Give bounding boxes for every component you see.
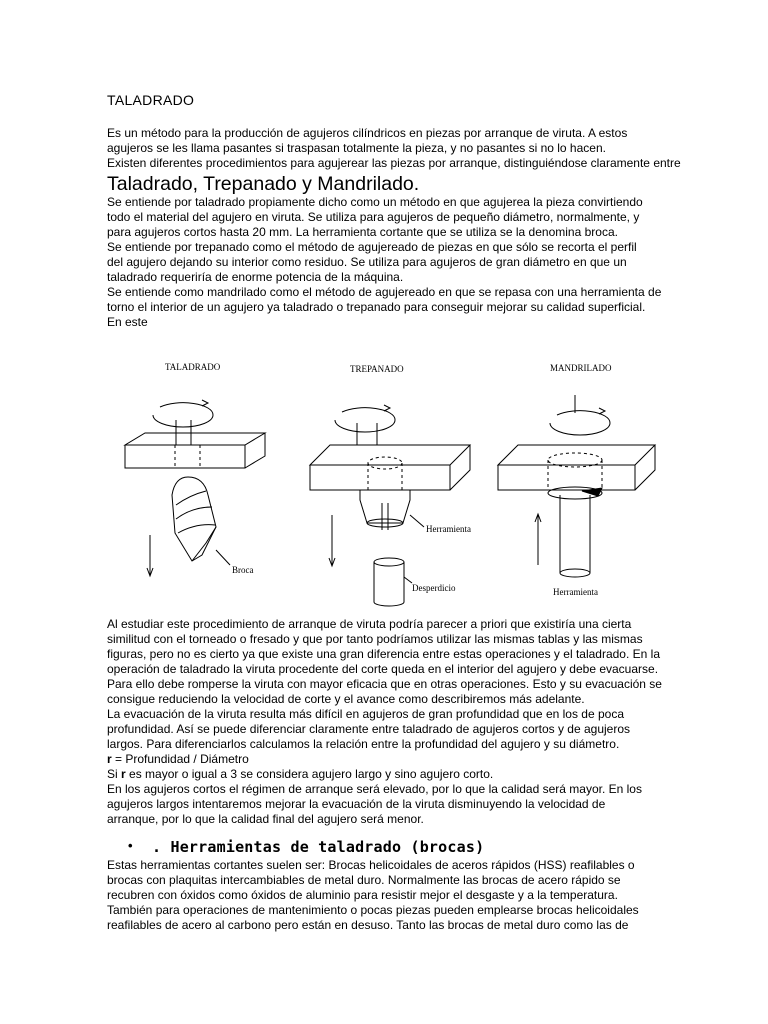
definition-line: Se entiende por taladrado propiamente dicho como un método en que agujerea la pieza convirtiendo bbox=[107, 195, 643, 209]
label-herramienta: Herramienta bbox=[426, 524, 471, 534]
rule-pre: Si bbox=[107, 767, 122, 781]
leader-line bbox=[410, 515, 424, 527]
leader-line bbox=[216, 550, 230, 565]
definition-line: taladrado requeriría de enorme potencia de la máquina. bbox=[107, 270, 404, 284]
section-bullet: • bbox=[128, 838, 133, 853]
drill-flute bbox=[178, 525, 215, 533]
definition-line: todo el material del agujero en viruta. Se utiliza para agujeros de pequeño diámetro, normalmente, y bbox=[107, 210, 640, 224]
body-line: profundidad. Así se puede diferenciar claramente entre taladrado de agujeros cortos y de agujeros bbox=[107, 722, 630, 736]
methods-heading: Taladrado, Trepanado y Mandrilado. bbox=[107, 173, 420, 195]
mandrilado-diagram bbox=[498, 363, 655, 597]
label-taladrado: TALADRADO bbox=[165, 362, 221, 372]
body-line: En los agujeros cortos el régimen de arranque será elevado, por lo que la calidad será mayor. En los bbox=[107, 782, 642, 796]
body-line: consigue reduciendo la velocidad de corte y el avance como describiremos más adelante. bbox=[107, 692, 585, 706]
label-herramienta-mandrilado: Herramienta bbox=[553, 587, 598, 597]
body-line: operación de taladrado la viruta procedente del corte queda en el interior del agujero y debe evacuarse. bbox=[107, 662, 659, 676]
document-title: TALADRADO bbox=[107, 92, 195, 108]
section-heading: . Herramientas de taladrado (brocas) bbox=[152, 838, 485, 856]
label-mandrilado: MANDRILADO bbox=[550, 363, 612, 373]
rule-symbol: r bbox=[121, 767, 126, 781]
formula-symbol: r bbox=[107, 752, 112, 766]
formula-line bbox=[107, 752, 249, 767]
body-line: largos. Para diferenciarlos calculamos la relación entre la profundidad del agujero y su diámetro. bbox=[107, 737, 620, 751]
rule-line bbox=[107, 767, 493, 782]
workpiece-front bbox=[310, 465, 450, 490]
drill-flute bbox=[176, 507, 212, 519]
workpiece-front bbox=[498, 465, 635, 490]
trepanado-diagram bbox=[310, 364, 471, 606]
definition-line: torno el interior de un agujero ya taladrado o trepanado para conseguir mejorar su calidad superficial. bbox=[107, 300, 646, 314]
body-line: brocas con plaquitas intercambiables de metal duro. Normalmente las brocas de acero rápido se bbox=[107, 873, 621, 887]
drill-tip bbox=[192, 527, 216, 561]
drill-flute bbox=[176, 491, 206, 505]
workpiece-top bbox=[125, 433, 265, 445]
boring-bar-end bbox=[560, 569, 590, 577]
waste-core-top bbox=[374, 558, 404, 566]
workpiece-top bbox=[310, 445, 470, 465]
body-line: Para ello debe romperse la viruta con mayor eficacia que en otras operaciones. Esto y su evacuación se bbox=[107, 677, 662, 691]
workpiece-top bbox=[498, 445, 655, 465]
trepanning-tool bbox=[360, 490, 410, 523]
body-line: agujeros largos intentaremos mejorar la evacuación de la viruta disminuyendo la velocidad de bbox=[107, 797, 606, 811]
definition-line: Se entiende por trepanado como el método de agujereado de piezas en que sólo se recorta el perfil bbox=[107, 240, 637, 254]
intro-line: Es un método para la producción de agujeros cilíndricos en piezas por arranque de viruta. A estos bbox=[107, 126, 628, 140]
cutting-insert bbox=[582, 488, 602, 496]
waste-core-body bbox=[374, 562, 404, 606]
definition-line: para agujeros cortos hasta 20 mm. La herramienta cortante que se utiliza se la denomina broca. bbox=[107, 225, 618, 239]
body-line: Al estudiar este procedimiento de arranque de viruta podría parecer a priori que existiría una cierta bbox=[107, 617, 632, 631]
drill-bit-body bbox=[172, 477, 216, 561]
body-line: reafilables de acero al carbono pero están en desuso. Tanto las brocas de metal duro como las de bbox=[107, 918, 629, 932]
body-line: arranque, por lo que la calidad final del agujero será menor. bbox=[107, 812, 424, 826]
workpiece-side bbox=[450, 445, 470, 490]
rotation-arrow bbox=[335, 408, 395, 432]
body-line: similitud con el torneado o fresado y que por tanto podríamos utilizar las mismas tablas y las mismas bbox=[107, 632, 643, 646]
body-line: La evacuación de la viruta resulta más difícil en agujeros de gran profundidad que en los de poca bbox=[107, 707, 625, 721]
label-desperdicio: Desperdicio bbox=[412, 583, 456, 593]
intro-line: Existen diferentes procedimientos para agujerear las piezas por arranque, distinguiéndose claramente entre bbox=[107, 156, 681, 170]
definition-line: Se entiende como mandrilado como el método de agujereado en que se repasa con una herramienta de bbox=[107, 285, 662, 299]
workpiece-front bbox=[125, 445, 245, 468]
body-line: Estas herramientas cortantes suelen ser: Brocas helicoidales de aceros rápidos (HSS) reafilables o bbox=[107, 858, 635, 872]
definition-line: del agujero dejando su interior como residuo. Se utiliza para agujeros de gran diámetro en que un bbox=[107, 255, 627, 269]
workpiece-side bbox=[245, 433, 265, 468]
intro-line: agujeros se les llama pasantes si traspasan totalmente la pieza, y no pasantes si no lo hacen. bbox=[107, 141, 606, 155]
rotation-arrowhead bbox=[599, 408, 605, 414]
rotation-arrow bbox=[550, 411, 610, 435]
label-broca: Broca bbox=[232, 565, 254, 575]
workpiece-side bbox=[635, 445, 655, 490]
drilling-methods-figure bbox=[120, 355, 660, 615]
label-trepanado: TREPANADO bbox=[350, 364, 404, 374]
body-line: figuras, pero no es cierto ya que existe una gran diferencia entre estas operaciones y el taladrado. En la bbox=[107, 647, 661, 661]
rotation-arrow bbox=[153, 403, 213, 427]
definition-line: En este bbox=[107, 315, 148, 329]
core-hidden bbox=[368, 457, 402, 469]
body-line: recubren con óxidos como óxidos de aluminio para resistir mejor el desgaste y a la temperatura. bbox=[107, 888, 618, 902]
leader-line bbox=[404, 577, 412, 583]
rotation-arrowhead bbox=[384, 405, 390, 411]
taladrado-diagram bbox=[125, 362, 265, 576]
rule-post: es mayor o igual a 3 se considera agujero largo y sino agujero corto. bbox=[125, 767, 494, 781]
rotation-arrowhead bbox=[202, 400, 208, 406]
body-line: También para operaciones de mantenimiento o pocas piezas pueden emplearse brocas helicoidales bbox=[107, 903, 639, 917]
formula-text: = Profundidad / Diámetro bbox=[111, 752, 249, 766]
